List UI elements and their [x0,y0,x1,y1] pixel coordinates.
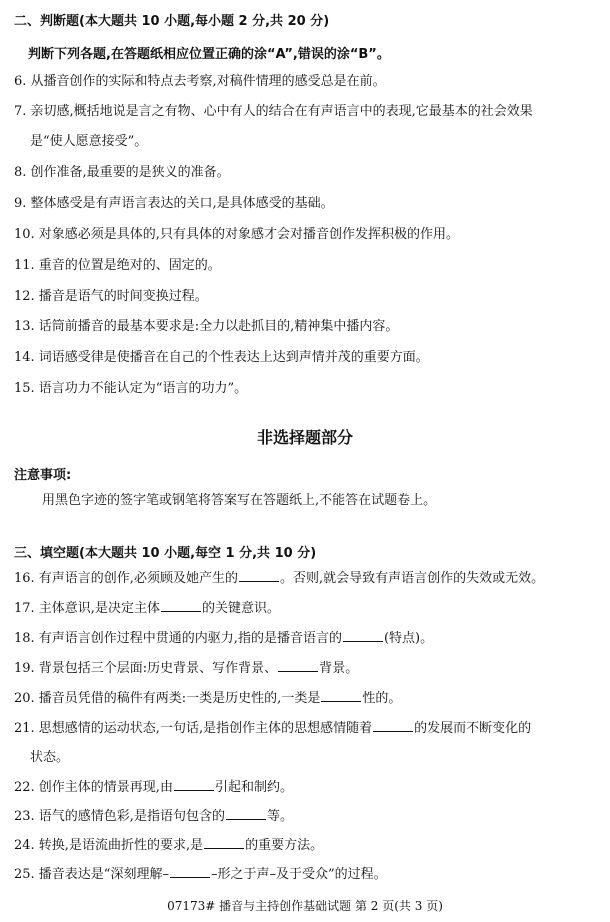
question-7-continued: 是“使人愿意接受”。 [30,134,148,149]
section-judgment-heading: 二、判断题(本大题共 10 小题,每小题 2 分,共 20 分) [14,14,330,29]
question-16-text-end: 。否则,就会导致有声语言创作的失效或无效。 [279,571,545,586]
question-20 [14,689,401,708]
question-20-text: 20. 播音员凭借的稿件有两类:一类是历史性的,一类是 [14,691,321,706]
question-7: 7. 亲切感,概括地说是言之有物、心中有人的结合在有声语言中的表现,它最基本的社会效果 [14,104,533,119]
question-10: 10. 对象感必须是具体的,只有具体的对象感才会对播音创作发挥积极的作用。 [14,227,459,242]
question-21-text: 21. 思想感情的运动状态,一句话,是指创作主体的思想感情随着 [14,721,373,736]
question-17-text-end: 的关键意识。 [201,601,280,616]
question-21 [14,719,531,738]
answer-blank [170,865,210,878]
question-21-text-end: 的发展而不断变化的 [414,721,532,736]
section-fill-heading: 三、填空题(本大题共 10 小题,每空 1 分,共 10 分) [14,546,317,561]
answer-blank [343,629,383,642]
question-22 [14,778,293,797]
question-19 [14,659,358,678]
answer-blank [226,807,266,820]
notice-text: 用黑色字迹的签字笔或钢笔将答案写在答题纸上,不能答在试题卷上。 [42,493,437,508]
answer-blank [373,719,413,732]
answer-blank [204,836,244,849]
question-9: 9. 整体感受是有声语言表达的关口,是具体感受的基础。 [14,196,334,211]
question-17 [14,599,280,618]
question-8: 8. 创作准备,最重要的是狭义的准备。 [14,165,230,180]
answer-blank [239,569,279,582]
question-15: 15. 语言功力不能认定为“语言的功力”。 [14,381,248,396]
page-footer: 07173# 播音与主持创作基础试题 第 2 页(共 3 页) [167,899,443,913]
question-25-text: 25. 播音表达是“深刻理解– [14,867,169,882]
question-20-text-end: 性的。 [362,691,402,706]
question-18 [14,629,433,648]
question-16-text: 16. 有声语言的创作,必须顾及她产生的 [14,571,238,586]
question-13: 13. 话筒前播音的最基本要求是:全力以赴抓目的,精神集中播内容。 [14,319,399,334]
question-18-text-end: (特点)。 [383,631,434,646]
question-6: 6. 从播音创作的实际和特点去考察,对稿件情理的感受总是在前。 [14,74,386,89]
answer-blank [174,778,214,791]
question-22-text-end: 引起和制约。 [214,780,293,795]
question-23-text-end: 等。 [266,809,293,824]
question-24-text-end: 的重要方法。 [245,838,324,853]
question-17-text: 17. 主体意识,是决定主体 [14,601,160,616]
part-title: 非选择题部分 [256,428,353,447]
question-25-text-end: –形之于声–及于受众”的过程。 [210,867,387,882]
question-24 [14,836,323,855]
question-19-text-end: 背景。 [319,661,359,676]
question-22-text: 22. 创作主体的情景再现,由 [14,780,173,795]
judgment-instruction: 判断下列各题,在答题纸相应位置正确的涂“A”,错误的涂“B”。 [28,47,390,62]
answer-blank [278,659,318,672]
answer-blank [161,599,201,612]
question-24-text: 24. 转换,是语流曲折性的要求,是 [14,838,204,853]
question-23-text: 23. 语气的感情色彩,是指语句包含的 [14,809,225,824]
question-12: 12. 播音是语气的时间变换过程。 [14,289,208,304]
question-23 [14,807,293,826]
question-11: 11. 重音的位置是绝对的、固定的。 [14,258,221,273]
notice-heading: 注意事项: [14,468,72,483]
answer-blank [321,689,361,702]
question-14: 14. 词语感受律是使播音在自己的个性表达上达到声情并茂的重要方面。 [14,350,429,365]
question-25 [14,865,387,884]
question-16 [14,569,544,588]
question-18-text: 18. 有声语言创作过程中贯通的内驱力,指的是播音语言的 [14,631,342,646]
question-21-continued: 状态。 [30,750,70,765]
question-19-text: 19. 背景包括三个层面:历史背景、写作背景、 [14,661,278,676]
